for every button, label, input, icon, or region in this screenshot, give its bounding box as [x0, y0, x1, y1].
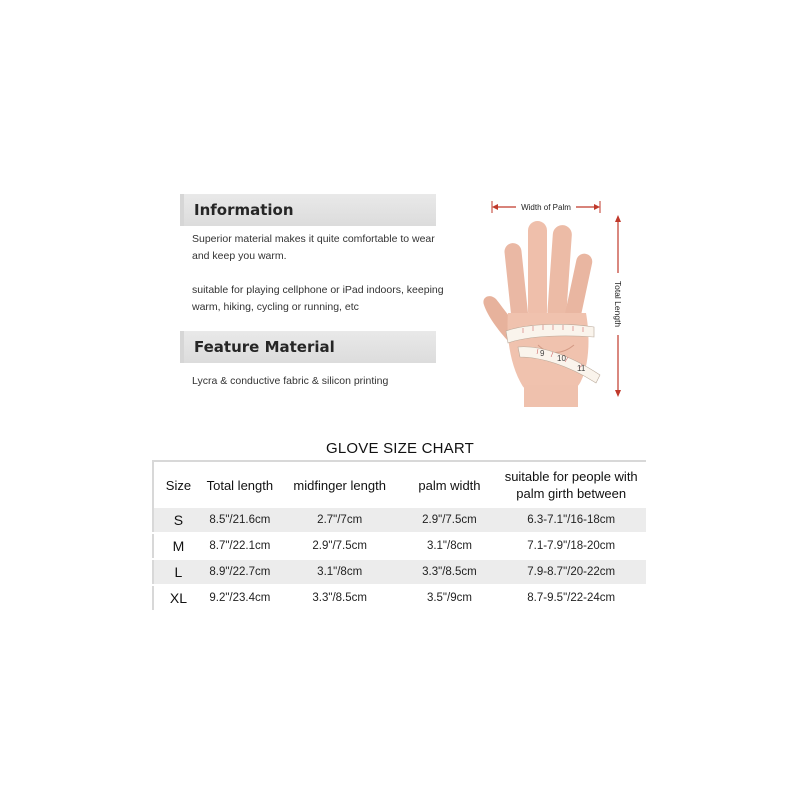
- palm-width-cell: 3.5"/9cm: [403, 585, 497, 611]
- total-length-label: Total Length: [613, 280, 623, 328]
- total-length-cell: 9.2"/23.4cm: [203, 585, 277, 611]
- total-length-cell: 8.9"/22.7cm: [203, 559, 277, 585]
- header-palm-girth-line-1: suitable for people with: [504, 469, 638, 484]
- information-line-3: suitable for playing cellphone or iPad indoors, keeping: [192, 284, 444, 296]
- table-row: [153, 508, 646, 533]
- palm-width-cell: 2.9"/7.5cm: [403, 508, 497, 533]
- information-line-4: warm, hiking, cycling or running, etc: [192, 301, 359, 313]
- hand-shape: [483, 221, 593, 407]
- size-chart-table: [152, 460, 646, 612]
- information-line-2: and keep you warm.: [192, 250, 287, 262]
- header-palm-width: palm width: [403, 461, 497, 508]
- header-palm-girth-line-2: palm girth between: [516, 486, 627, 501]
- width-arrow: [492, 200, 600, 213]
- table-row: [153, 585, 646, 611]
- palm-girth-cell: 7.1-7.9"/18-20cm: [496, 533, 646, 559]
- table-row: [153, 559, 646, 585]
- midfinger-length-cell: 3.3"/8.5cm: [277, 585, 403, 611]
- information-paragraph-1: [192, 231, 452, 265]
- size-cell: XL: [153, 585, 203, 611]
- tape-number-9: 9: [540, 349, 545, 358]
- information-heading: Information: [194, 201, 294, 219]
- information-line-1: Superior material makes it quite comfortable to wear: [192, 233, 435, 245]
- width-of-palm-label: Width of Palm: [521, 203, 571, 212]
- size-chart-header-row: [153, 461, 646, 508]
- header-size: Size: [153, 461, 203, 508]
- header-midfinger-length: midfinger length: [277, 461, 403, 508]
- palm-girth-cell: 6.3-7.1"/16-18cm: [496, 508, 646, 533]
- midfinger-length-cell: 3.1"/8cm: [277, 559, 403, 585]
- palm-width-cell: 3.3"/8.5cm: [403, 559, 497, 585]
- tape-number-10: 10: [557, 354, 566, 363]
- hand-illustration-icon: [478, 195, 628, 420]
- palm-width-cell: 3.1"/8cm: [403, 533, 497, 559]
- midfinger-length-cell: 2.9"/7.5cm: [277, 533, 403, 559]
- feature-header-bar: [180, 331, 436, 363]
- hand-measurement-diagram: [478, 195, 628, 420]
- information-paragraph-2: [192, 282, 452, 316]
- feature-heading: Feature Material: [194, 338, 335, 356]
- size-chart-title: GLOVE SIZE CHART: [326, 440, 474, 457]
- table-row: [153, 533, 646, 559]
- size-cell: S: [153, 508, 203, 533]
- size-cell: M: [153, 533, 203, 559]
- size-cell: L: [153, 559, 203, 585]
- feature-text: Lycra & conductive fabric & silicon printing: [192, 375, 389, 387]
- total-length-cell: 8.5"/21.6cm: [203, 508, 277, 533]
- tape-number-11: 11: [577, 364, 586, 373]
- palm-girth-cell: 8.7-9.5"/22-24cm: [496, 585, 646, 611]
- header-total-length: Total length: [203, 461, 277, 508]
- palm-girth-cell: 7.9-8.7"/20-22cm: [496, 559, 646, 585]
- header-palm-girth: [496, 461, 646, 508]
- length-arrow: [612, 215, 624, 397]
- information-header-bar: [180, 194, 436, 226]
- total-length-cell: 8.7"/22.1cm: [203, 533, 277, 559]
- midfinger-length-cell: 2.7"/7cm: [277, 508, 403, 533]
